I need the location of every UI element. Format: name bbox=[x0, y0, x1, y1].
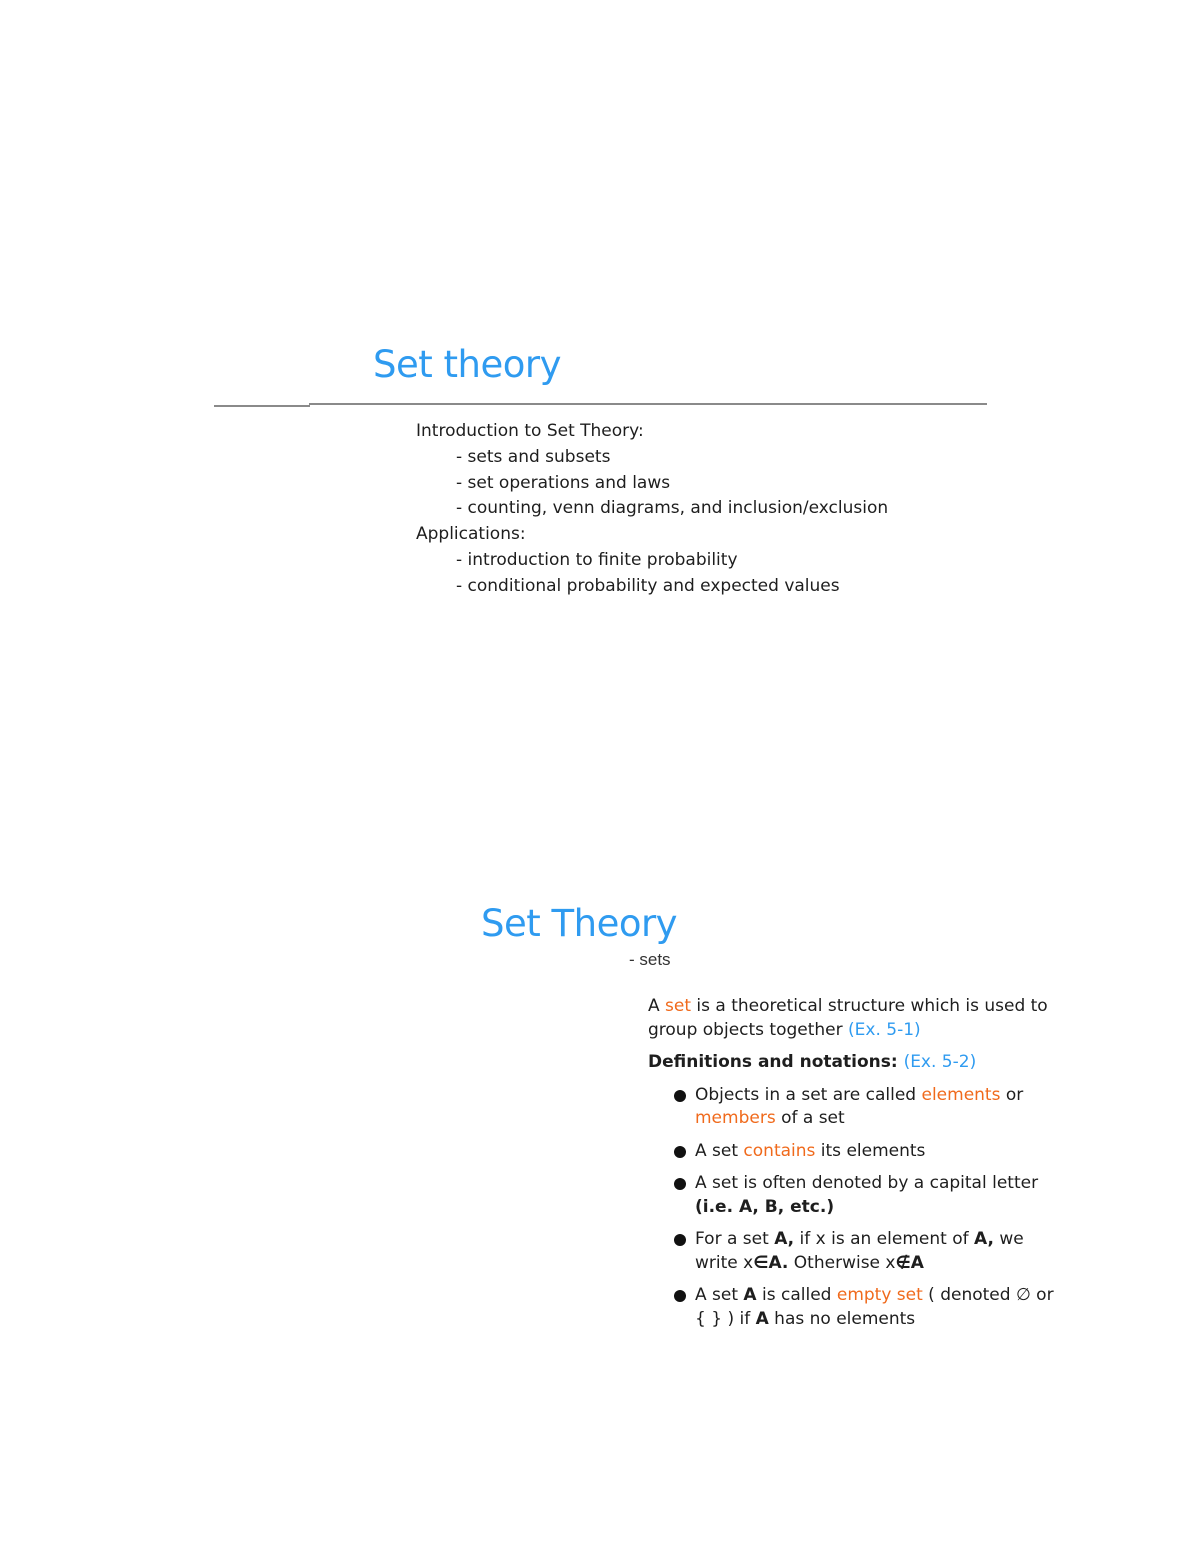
title-divider-left bbox=[214, 405, 310, 407]
term-contains: contains bbox=[743, 1140, 816, 1161]
text: has no elements bbox=[768, 1308, 916, 1329]
text: ∈A. bbox=[753, 1252, 789, 1273]
text: A set is often denoted by a capital letter bbox=[695, 1173, 1039, 1193]
term-members: members bbox=[695, 1108, 776, 1128]
set-definition bbox=[648, 995, 1063, 1042]
term-set: set bbox=[665, 996, 692, 1016]
outline-item: - counting, venn diagrams, and inclusion/exclusion bbox=[456, 498, 889, 519]
term-elements: elements bbox=[921, 1084, 1001, 1105]
text: of a set bbox=[775, 1108, 845, 1128]
text: A, bbox=[774, 1229, 795, 1249]
bullet-icon bbox=[674, 1290, 686, 1302]
text: is called bbox=[756, 1285, 837, 1305]
definitions-heading bbox=[648, 1051, 1063, 1075]
text: ( denoted ∅ or { } ) if bbox=[695, 1285, 1054, 1329]
applications-heading: Applications: bbox=[416, 524, 526, 545]
list-item bbox=[674, 1172, 1063, 1219]
outline-item: - sets and subsets bbox=[456, 446, 611, 467]
page-title-set-theory: Set theory bbox=[373, 343, 561, 386]
intro-heading: Introduction to Set Theory: bbox=[416, 421, 644, 441]
slide-title: Set Theory bbox=[481, 902, 678, 945]
outline-item: - conditional probability and expected values bbox=[456, 575, 840, 596]
text: A set bbox=[695, 1140, 744, 1161]
text: A set bbox=[695, 1285, 744, 1305]
bullet-icon bbox=[674, 1234, 686, 1246]
text: (i.e. A, B, etc.) bbox=[695, 1196, 835, 1217]
bullet-icon bbox=[674, 1146, 686, 1158]
outline-item: - set operations and laws bbox=[456, 472, 671, 493]
term-empty-set: empty set bbox=[836, 1285, 923, 1305]
outline-item: - introduction to finite probability bbox=[456, 549, 738, 570]
text: A bbox=[755, 1308, 769, 1329]
example-ref: (Ex. 5-2) bbox=[903, 1052, 977, 1072]
list-item bbox=[674, 1228, 1063, 1275]
text: Objects in a set are called bbox=[695, 1084, 922, 1105]
text: A, bbox=[973, 1229, 994, 1249]
text: A bbox=[743, 1285, 757, 1305]
text: or bbox=[1000, 1084, 1024, 1105]
text: we write x bbox=[695, 1229, 1024, 1273]
bullet-icon bbox=[674, 1090, 686, 1102]
bullet-icon bbox=[674, 1178, 686, 1190]
text: Otherwise x bbox=[788, 1252, 896, 1273]
list-item bbox=[674, 1084, 1063, 1131]
text: ∉A bbox=[895, 1252, 924, 1273]
title-divider bbox=[309, 403, 987, 405]
text: Definitions and notations: bbox=[648, 1052, 904, 1072]
definitions-list bbox=[648, 1084, 1063, 1332]
slide-content bbox=[648, 995, 1063, 1340]
list-item bbox=[674, 1284, 1063, 1331]
list-item bbox=[674, 1140, 1063, 1164]
text: is a theoretical structure which is used to group objects together bbox=[648, 996, 1048, 1040]
text: A bbox=[648, 996, 666, 1016]
example-ref: (Ex. 5-1) bbox=[848, 1019, 921, 1040]
text: its elements bbox=[815, 1140, 926, 1161]
text: For a set bbox=[695, 1229, 775, 1249]
outline bbox=[416, 419, 888, 600]
slide-subtitle: - sets bbox=[629, 950, 671, 969]
text: if x is an element of bbox=[794, 1229, 974, 1249]
